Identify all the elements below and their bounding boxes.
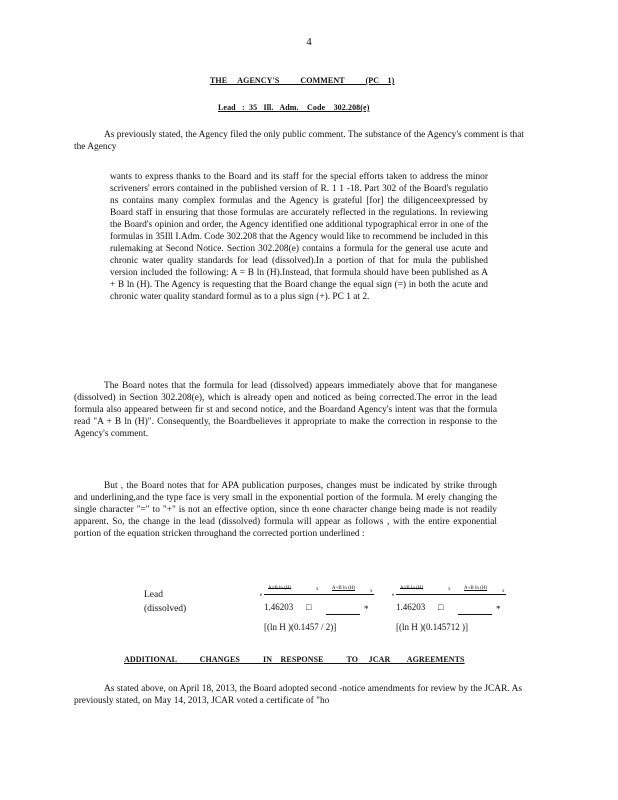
intro-paragraph xyxy=(74,129,524,153)
formula-star: * xyxy=(496,604,501,614)
section-heading-additional-changes: ADDITIONAL CHANGES IN RESPONSE TO JCAR AGREEMENTS xyxy=(124,655,465,664)
exp-multiplier: x xyxy=(316,587,319,592)
struck-exponent: A=B ln (H) xyxy=(268,586,292,591)
section-heading-agency-comment: THE AGENCY'S COMMENT (PC 1) xyxy=(210,76,395,85)
formula-label-line1: Lead xyxy=(144,590,163,600)
apa-paragraph xyxy=(74,480,497,540)
formula-star: * xyxy=(364,604,369,614)
inserted-exponent: A+B ln (H) xyxy=(464,586,488,591)
inner-bar xyxy=(458,614,492,615)
inner-bar xyxy=(326,614,360,615)
lead-formula xyxy=(144,584,504,644)
placeholder-glyph: □ xyxy=(438,602,444,612)
formula-chronic xyxy=(392,584,508,644)
formula-coefficient: 1.46203 xyxy=(396,602,426,612)
fraction-bar xyxy=(264,594,374,595)
apa-text: But , the Board notes that for APA publication purposes, changes must be indicated by strike through and underlining,and the type face is very small in the exponential portion of the formula. M erely changing the single character "=" to "+" is not an effective option, since th eone character change being made is not readily apparent. So, the change in the lead (dissolved) formula will appear as follows , with the entire exponential portion of the equation stricken throughand the corrected portion underlined : xyxy=(74,481,497,539)
final-paragraph xyxy=(74,683,522,707)
formula-coefficient: 1.46203 xyxy=(264,602,294,612)
intro-text: As previously stated, the Agency filed the only public comment. The substance of the Agency's comment is that the Agency xyxy=(74,130,524,152)
block-quote xyxy=(110,171,488,303)
formula-label xyxy=(144,588,186,616)
board-notes-paragraph xyxy=(74,380,497,440)
exp-multiplier: x xyxy=(502,589,505,594)
exp-multiplier: x xyxy=(448,587,451,592)
exp-multiplier: x xyxy=(370,589,373,594)
formula-bracket-term: [(ln H )(0.1457 / 2)] xyxy=(264,622,337,632)
final-text: As stated above, on April 18, 2013, the Board adopted second -notice amendments for review by the JCAR. As previously stated, on May 14, 2013, JCAR voted a certificate of "ho xyxy=(74,684,522,706)
page-number: 4 xyxy=(306,36,312,48)
formula-bracket-term: [(ln H )(0.145712 )] xyxy=(396,622,468,632)
formula-acute xyxy=(260,584,376,644)
exp-base-e: e xyxy=(392,593,395,598)
board-notes-text: The Board notes that the formula for lead (dissolved) appears immediately above that for manganese (dissolved) in Section 302.208(e), which is already open and noticed as being corrected.The error in the lead formula also appeared between fir st and second notice, and the Boardand Agency's intent was that the formula read "A + B ln (H)". Consequently, the Boardbelieves it appropriate to make the correction in response to the Agency's comment. xyxy=(74,381,497,439)
inserted-exponent: A+B ln (H) xyxy=(332,586,356,591)
fraction-bar xyxy=(396,594,506,595)
block-quote-text: wants to express thanks to the Board and its staff for the special efforts taken to address the minor scriveners' errors contained in the published version of R. 1 1 -18. Part 302 of the Board's regulatio ns contains many complex formulas and the Agency is grateful [for] the diligenceexpressed by Board staff in ensuring that those formulas are accurately reflected in the regulations. In reviewing the Board's opinion and order, the Agency identified one additional typographical error in one of the formulas in 35Ill I.Adm. Code 302.208 that the Agency would like to recommend be included in this rulemaking at Second Notice. Section 302.208(e) contains a formula for the general use acute and chronic water quality standards for lead (dissolved).In a portion of that for mula the published version included the following: A = B ln (H).Instead, that formula should have been published as A + B ln (H). The Agency is requesting that the Board change the equal sign (=) in both the acute and chronic water quality standard formul as to a plus sign (+). PC 1 at 2. xyxy=(110,172,488,302)
formula-label-line2: (dissolved) xyxy=(144,604,187,614)
struck-exponent: A=B ln (H) xyxy=(400,586,424,591)
exp-base-e: e xyxy=(260,593,263,598)
section-subheading-lead: Lead : 35 Ill. Adm. Code 302.208(e) xyxy=(218,103,370,112)
placeholder-glyph: □ xyxy=(306,602,312,612)
